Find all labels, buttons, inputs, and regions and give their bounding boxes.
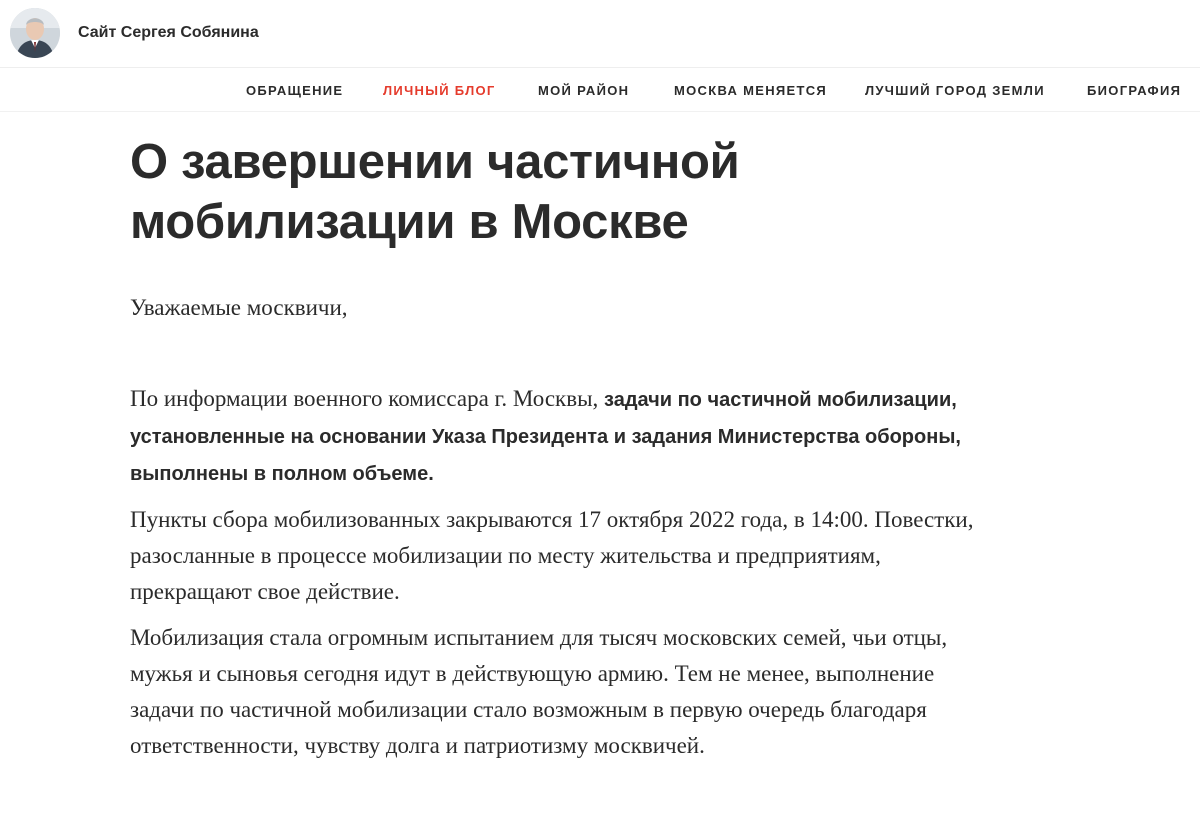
nav-item-appeal[interactable]: ОБРАЩЕНИЕ bbox=[246, 83, 344, 98]
article-greeting: Уважаемые москвичи, bbox=[130, 295, 348, 320]
article-paragraph-2: Пункты сбора мобилизованных закрываются 17 октября 2022 года, в 14:00. Повестки, разосланные в процессе мобилизации по месту жительства и предприятиям, прекращают свое действие. bbox=[130, 507, 974, 604]
nav-item-moscow-changes[interactable]: МОСКВА МЕНЯЕТСЯ bbox=[674, 83, 828, 98]
nav-item-best-city[interactable]: ЛУЧШИЙ ГОРОД ЗЕМЛИ bbox=[865, 83, 1045, 98]
avatar bbox=[10, 8, 60, 58]
nav-item-personal-blog[interactable]: ЛИЧНЫЙ БЛОГ bbox=[383, 83, 496, 98]
article-paragraph-3: Мобилизация стала огромным испытанием для тысяч московских семей, чьи отцы, мужья и сыновья сегодня идут в действующую армию. Тем не менее, выполнение задачи по частичной мобилизации стало возможным в первую очередь благодаря ответственности, чувству долга и патриотизму москвичей. bbox=[130, 625, 948, 758]
portrait-icon bbox=[10, 8, 60, 58]
main-navigation bbox=[0, 68, 1200, 112]
article-paragraph-1 bbox=[130, 381, 980, 492]
site-header bbox=[0, 0, 1200, 68]
site-name: Сайт Сергея Собянина bbox=[78, 24, 259, 41]
site-home-link[interactable] bbox=[10, 9, 259, 57]
article bbox=[130, 132, 980, 764]
paragraph-1-emphasis: задачи по частичной мобилизации, установленные на основании Указа Президента и задания Министерства обороны, выполнены в полном объеме. bbox=[130, 389, 961, 485]
nav-item-my-district[interactable]: МОЙ РАЙОН bbox=[538, 83, 630, 98]
paragraph-1-intro: По информации военного комиссара г. Москвы, bbox=[130, 386, 605, 411]
page-title: О завершении частичной мобилизации в Москве bbox=[130, 135, 740, 249]
nav-item-biography[interactable]: БИОГРАФИЯ bbox=[1087, 83, 1182, 98]
